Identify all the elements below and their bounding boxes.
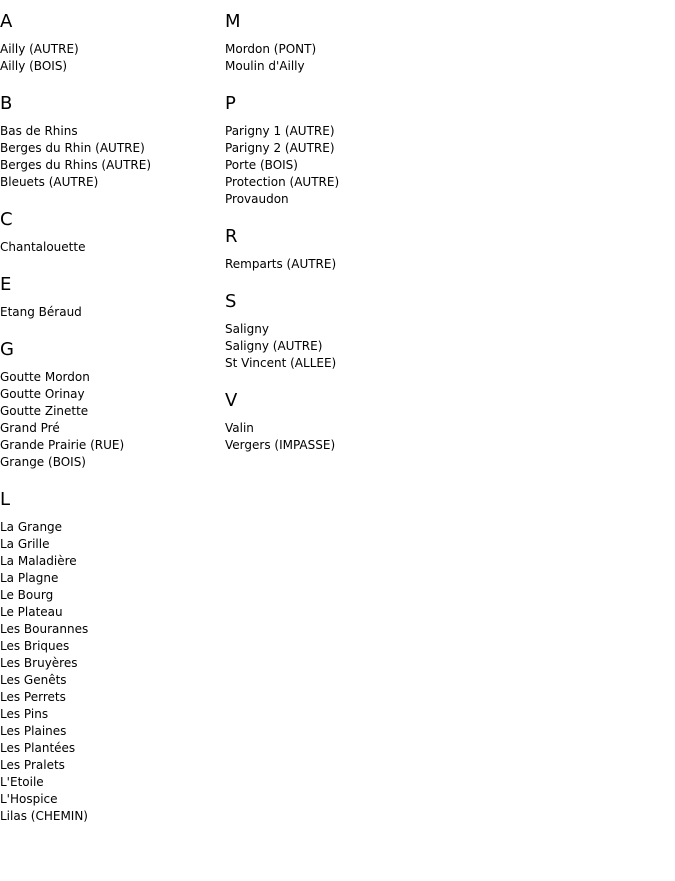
list-item[interactable]: Lilas (CHEMIN): [0, 809, 88, 823]
list-item[interactable]: Les Briques: [0, 639, 70, 653]
group-a: [0, 11, 225, 75]
list-item[interactable]: La Grange: [0, 520, 63, 534]
list-item[interactable]: Bleuets (AUTRE): [0, 175, 99, 189]
list-item[interactable]: Les Perrets: [0, 690, 66, 704]
list-item[interactable]: Parigny 1 (AUTRE): [225, 124, 335, 138]
letter-heading: G: [0, 339, 14, 360]
list-item[interactable]: Berges du Rhin (AUTRE): [0, 141, 145, 155]
letter-heading: V: [225, 390, 238, 411]
letter-heading: B: [0, 93, 13, 114]
letter-heading: E: [0, 274, 12, 295]
list-item[interactable]: L'Etoile: [0, 775, 44, 789]
letter-heading: L: [0, 489, 11, 510]
list-item[interactable]: Etang Béraud: [0, 305, 82, 319]
list-item[interactable]: Chantalouette: [0, 240, 86, 254]
list-item[interactable]: Remparts (AUTRE): [225, 257, 337, 271]
letter-heading: C: [0, 209, 13, 230]
list-item[interactable]: Les Genêts: [0, 673, 67, 687]
group-g: [0, 339, 225, 471]
list-item[interactable]: Les Pralets: [0, 758, 65, 772]
list-item[interactable]: Berges du Rhins (AUTRE): [0, 158, 151, 172]
list-item[interactable]: La Plagne: [0, 571, 59, 585]
letter-heading: R: [225, 226, 238, 247]
list-item[interactable]: Mordon (PONT): [225, 42, 317, 56]
list-item[interactable]: Ailly (AUTRE): [0, 42, 79, 56]
letter-heading: S: [225, 291, 237, 312]
group-v: [225, 390, 675, 454]
group-l: [0, 489, 225, 825]
letter-heading: M: [225, 11, 241, 32]
list-item[interactable]: Goutte Orinay: [0, 387, 85, 401]
list-item[interactable]: Les Bruyères: [0, 656, 78, 670]
group-r: [225, 226, 675, 273]
list-item[interactable]: Grande Prairie (RUE): [0, 438, 125, 452]
list-item[interactable]: Le Bourg: [0, 588, 54, 602]
list-item[interactable]: Vergers (IMPASSE): [225, 438, 336, 452]
list-item[interactable]: Provaudon: [225, 192, 289, 206]
list-item[interactable]: Goutte Mordon: [0, 370, 90, 384]
group-m: [225, 11, 675, 75]
list-item[interactable]: Les Plaines: [0, 724, 67, 738]
list-item[interactable]: Les Pins: [0, 707, 49, 721]
list-item[interactable]: Grange (BOIS): [0, 455, 86, 469]
group-p: [225, 93, 675, 208]
list-item[interactable]: Bas de Rhins: [0, 124, 78, 138]
left-column: [0, 0, 225, 843]
right-column: [225, 0, 675, 472]
list-item[interactable]: Les Plantées: [0, 741, 76, 755]
list-item[interactable]: Grand Pré: [0, 421, 60, 435]
letter-heading: P: [225, 93, 236, 114]
list-item[interactable]: Valin: [225, 421, 254, 435]
list-item[interactable]: Porte (BOIS): [225, 158, 298, 172]
list-item[interactable]: Moulin d'Ailly: [225, 59, 305, 73]
list-item[interactable]: Parigny 2 (AUTRE): [225, 141, 335, 155]
list-item[interactable]: La Grille: [0, 537, 50, 551]
list-item[interactable]: Goutte Zinette: [0, 404, 89, 418]
letter-heading: A: [0, 11, 13, 32]
list-item[interactable]: St Vincent (ALLEE): [225, 356, 337, 370]
group-c: [0, 209, 225, 256]
list-item[interactable]: Protection (AUTRE): [225, 175, 340, 189]
list-item[interactable]: Le Plateau: [0, 605, 63, 619]
list-item[interactable]: Ailly (BOIS): [0, 59, 68, 73]
list-item[interactable]: L'Hospice: [0, 792, 58, 806]
list-item[interactable]: Saligny: [225, 322, 269, 336]
list-item[interactable]: Les Bourannes: [0, 622, 89, 636]
group-e: [0, 274, 225, 321]
group-s: [225, 291, 675, 372]
group-b: [0, 93, 225, 191]
list-item[interactable]: La Maladière: [0, 554, 77, 568]
list-item[interactable]: Saligny (AUTRE): [225, 339, 323, 353]
